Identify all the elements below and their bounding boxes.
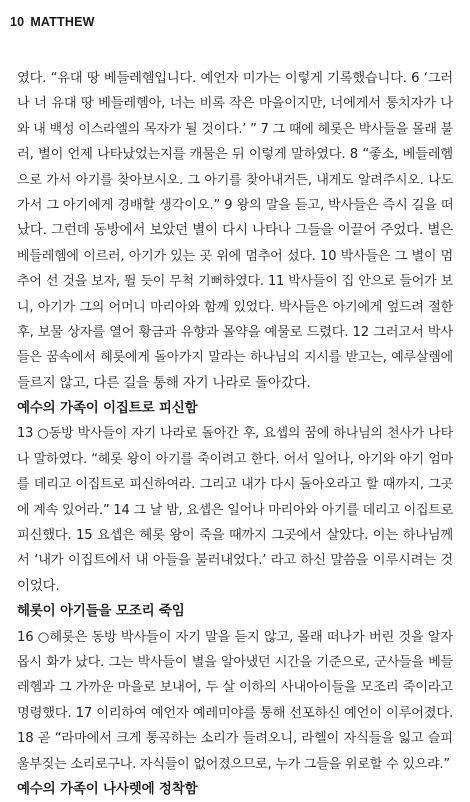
text-line: 났다. 그런데 동방에서 보았던 별이 다시 나타나 그들을 이끌어 주었다. 별은: [17, 222, 453, 239]
section-heading: 헤롯이 아기들을 모조리 죽임: [17, 603, 185, 620]
body-text: [17, 66, 453, 802]
text-line: 울부짖는 소리로구나. 자식들이 없어졌으므로, 누가 그들을 위로할 수 있으랴.”: [17, 756, 450, 772]
text-line: 16 ○헤롯은 동방 박사들이 자기 말을 듣지 않고, 몰래 떠나가 버린 것을 알자: [17, 629, 453, 645]
running-head: [10, 15, 95, 29]
text-line: 베들레헴에 이르러, 아기가 있는 곳 위에 멈추어 섰다. 10 박사들은 그 별이 멈: [17, 248, 453, 264]
text-line: 피신했다. 15 요셉은 헤롯 왕이 죽을 때까지 그곳에서 살았다. 이는 하나님께: [17, 528, 453, 544]
text-line: 를 데리고 이집트로 피신하여라. 그리고 내가 다시 돌아오라고 할 때까지, 그곳: [17, 477, 453, 493]
text-line: 가서 그 아기에게 경배할 생각이오.” 9 왕의 말을 듣고, 박사들은 즉시 길을 떠: [17, 197, 454, 213]
text-line: 러, 별이 언제 나타났었는지를 캐물은 뒤 이렇게 말하였다. 8 “좋소, 베들레헴: [17, 147, 453, 163]
text-line: 명령했다. 17 이리하여 예언자 예레미야를 통해 선포하신 예언이 이루어졌다.: [17, 705, 453, 721]
text-line: 18 곧 “라마에서 크게 통곡하는 소리가 들려오니, 라헬이 자식들을 잃고 슬피: [17, 731, 453, 747]
section-heading: 예수의 가족이 이집트로 피신함: [17, 400, 198, 417]
text-line: 13 ○동방 박사들이 자기 나라로 돌아간 후, 요셉의 꿈에 하나님의 천사가 나타: [17, 426, 453, 442]
text-line: 니, 아기가 그의 어머니 마리아와 함께 있었다. 박사들은 아기에게 엎드려 절한: [17, 299, 453, 315]
text-line: 였다. “유대 땅 베들레헴입니다. 예언자 미가는 이렇게 기록했습니다. 6 ‘그러: [17, 71, 453, 86]
text-line: 에 계속 있어라.” 14 그 날 밤, 요셉은 일어나 마리아와 아기를 데리고 이집트로: [17, 502, 454, 518]
text-line: 후, 보물 상자를 열어 황금과 유향과 몰약을 예물로 드렸다. 12 그러고서 박사: [17, 324, 453, 340]
text-line: 나 말하였다. “헤롯 왕이 아기를 죽이려고 한다. 어서 일어나, 아기와 아기 엄마: [17, 451, 453, 467]
text-line: 이었다.: [17, 577, 60, 594]
text-line: 으로 가서 아기를 찾아보시오. 그 아기를 찾아내거든, 내게도 알려주시오. 나도: [17, 172, 453, 188]
text-line: 들은 꿈속에서 헤롯에게 돌아가지 말라는 하나님의 지시를 받고는, 예루살렘에: [17, 350, 453, 366]
text-line: 서 ‘내가 이집트에서 내 아들을 불러내었다.’ 라고 하신 말씀을 이루시려는 것: [17, 553, 453, 569]
text-line: 몹시 화가 났다. 그는 박사들이 별을 알아냈던 시간을 기준으로, 군사들을 베들: [17, 654, 453, 670]
text-line: 추어 선 것을 보자, 뛸 듯이 무척 기뻐하였다. 11 박사들이 집 안으로 들어가 보: [17, 274, 453, 290]
page-number: 10: [10, 15, 25, 29]
text-line: 레헴과 그 가까운 마을로 보내어, 두 살 이하의 사내아이들을 모조리 죽이라고: [17, 680, 453, 696]
text-line: 와 내 백성 이스라엘의 목자가 될 것이다.’ ” 7 그 때에 헤롯은 박사들을 몰래 불: [17, 121, 453, 137]
text-line: 들르지 않고, 다른 길을 통해 자기 나라로 돌아갔다.: [17, 374, 311, 391]
text-line: 나 너 유대 땅 베들레헴아, 너는 비록 작은 마을이지만, 너에게서 통치자가 나: [17, 96, 453, 112]
section-heading: 예수의 가족이 나사렛에 정착함: [17, 780, 198, 797]
book-title: MATTHEW: [30, 15, 95, 29]
